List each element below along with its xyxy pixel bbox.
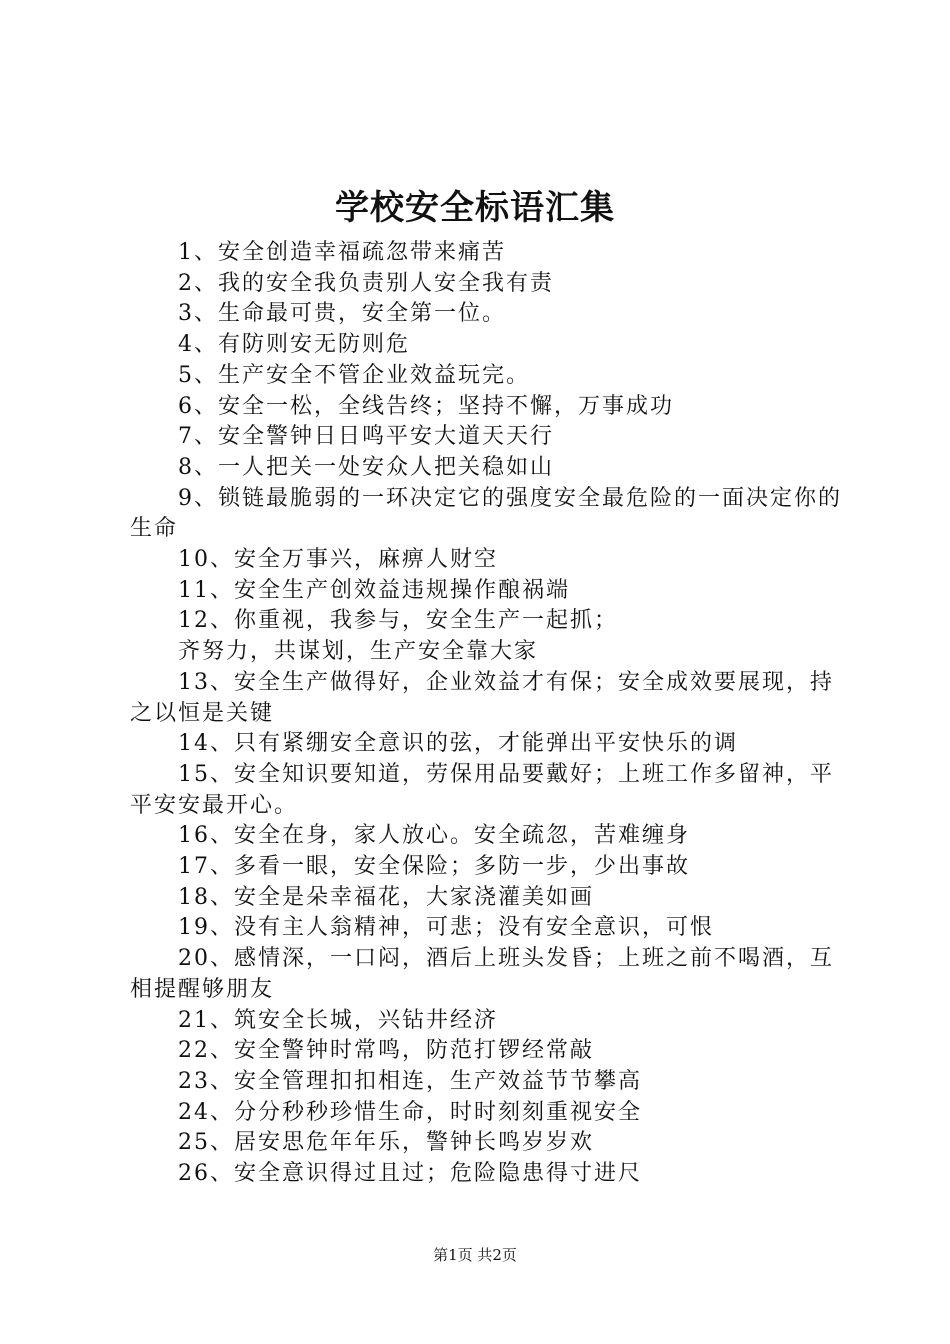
slogan-paragraph: 24、分分秒秒珍惜生命，时时刻刻重视安全 — [178, 1099, 642, 1125]
slogan-paragraph: 11、安全生产创效益违规操作酿祸端 — [178, 577, 570, 603]
slogan-paragraph: 4、有防则安无防则危 — [178, 332, 410, 358]
slogan-paragraph: 6、安全一松，全线告终；坚持不懈，万事成功 — [178, 393, 674, 419]
slogan-paragraph: 23、安全管理扣扣相连，生产效益节节攀高 — [178, 1068, 642, 1094]
slogan-paragraph: 22、安全警钟时常鸣，防范打锣经常敲 — [178, 1038, 594, 1064]
slogan-paragraph-continuation: 齐努力，共谋划，生产安全靠大家 — [178, 639, 539, 665]
slogan-paragraph: 17、多看一眼，安全保险；多防一步，少出事故 — [178, 854, 690, 880]
slogan-paragraph: 16、安全在身，家人放心。安全疏忽，苦难缠身 — [178, 823, 690, 849]
slogan-paragraph: 21、筑安全长城，兴钻井经济 — [178, 1007, 498, 1033]
slogan-paragraph: 25、居安思危年年乐，警钟长鸣岁岁欢 — [178, 1130, 594, 1156]
slogan-paragraph: 10、安全万事兴，麻痹人财空 — [178, 547, 498, 573]
slogan-paragraph: 19、没有主人翁精神，可悲；没有安全意识，可恨 — [178, 915, 714, 941]
slogan-paragraph: 9、锁链最脆弱的一环决定它的强度安全最危险的一面决定你的生命 — [130, 485, 842, 542]
document-body — [130, 238, 855, 1190]
slogan-paragraph: 12、你重视，我参与，安全生产一起抓； — [178, 608, 618, 634]
slogan-paragraph: 3、生命最可贵，安全第一位。 — [178, 301, 506, 327]
document-title: 学校安全标语汇集 — [335, 188, 615, 228]
slogan-paragraph: 13、安全生产做得好，企业效益才有保；安全成效要展现，持之以恒是关键 — [130, 669, 834, 726]
slogan-paragraph: 20、感情深，一口闷，酒后上班头发昏；上班之前不喝酒，互相提醒够朋友 — [130, 946, 834, 1002]
slogan-paragraph: 15、安全知识要知道，劳保用品要戴好；上班工作多留神，平平安安最开心。 — [130, 761, 834, 818]
slogan-paragraph: 18、安全是朵幸福花，大家浇灌美如画 — [178, 884, 594, 910]
page-footer: 第1页 共2页 — [433, 1246, 517, 1264]
slogan-paragraph: 14、只有紧绷安全意识的弦，才能弹出平安快乐的调 — [178, 731, 738, 757]
slogan-paragraph: 1、安全创造幸福疏忽带来痛苦 — [178, 240, 506, 265]
slogan-paragraph: 2、我的安全我负责别人安全我有责 — [178, 270, 554, 296]
slogan-paragraph: 7、安全警钟日日鸣平安大道天天行 — [178, 424, 554, 450]
slogan-paragraph: 8、一人把关一处安众人把关稳如山 — [178, 454, 554, 480]
slogan-paragraph: 26、安全意识得过且过；危险隐患得寸进尺 — [178, 1161, 642, 1187]
slogan-paragraph: 5、生产安全不管企业效益玩完。 — [178, 362, 530, 388]
